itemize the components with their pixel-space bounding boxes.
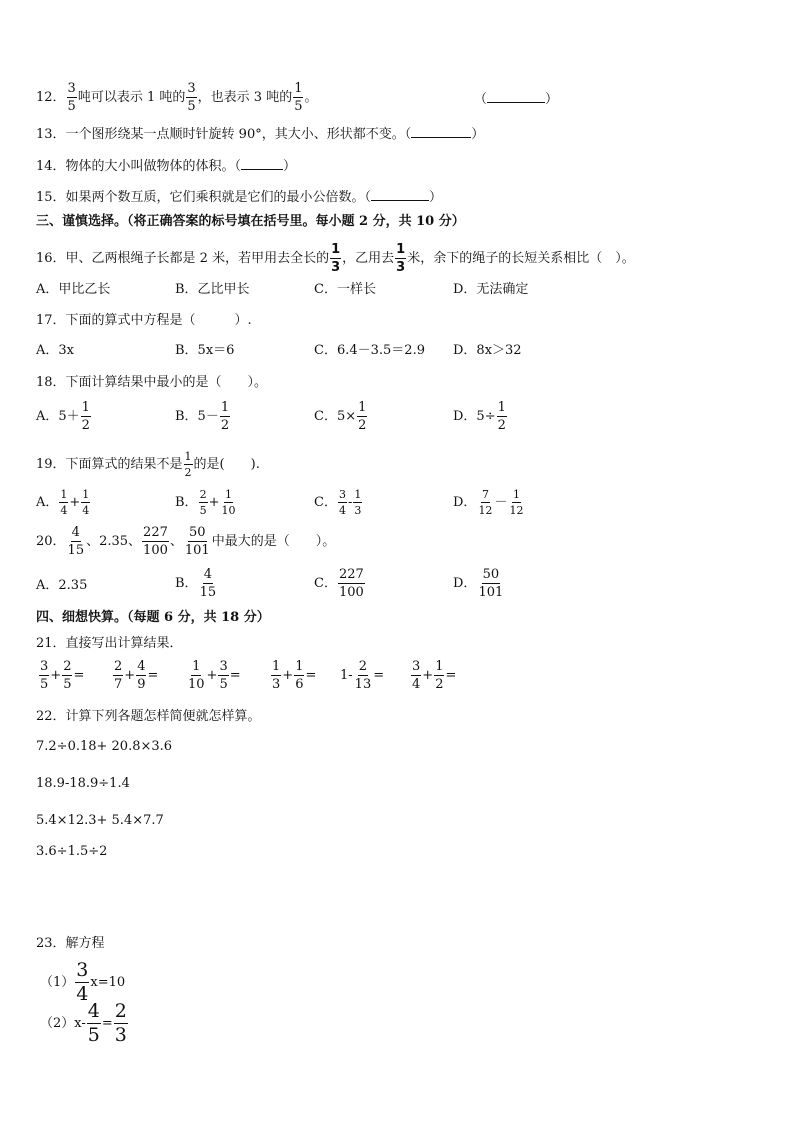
option-17-a[interactable]: A．3x <box>36 343 74 358</box>
option-20-d[interactable]: D． $\frac{50}{101}$ <box>453 567 504 600</box>
option-16-a[interactable]: A．甲比乙长 <box>36 282 111 297</box>
question-12: 12． $\frac{3}{5}$ 吨可以表示 1 吨的 $\frac{3}{5}$ ，也表示 3 吨的 $\frac{1}{5}$ 。 <box>36 81 318 114</box>
option-20-c[interactable]: C． $\frac{227}{100}$ <box>314 567 364 600</box>
section-heading-3: 三、谨慎选择。（将正确答案的标号填在括号里。每小题 2 分，共 10 分） <box>36 214 465 229</box>
option-17-c[interactable]: C．6.4－3.5＝2.9 <box>314 343 425 358</box>
question-16: 16．甲、乙两根绳子长都是 2 米，若甲用去全长的 $\frac{1}{3}$ ，乙用去 $\frac{1}{3}$ 米，余下的绳子的长短关系相比（ ）。 <box>36 242 635 275</box>
question-23: 23．解方程 <box>36 936 105 951</box>
problem-22-3: 5.4×12.3+ 5.4×7.7 <box>36 813 164 828</box>
question-21: 21．直接写出计算结果． <box>36 636 183 651</box>
option-18-d[interactable]: D．5÷ $\frac{1}{2}$ <box>453 400 506 433</box>
equation-23-2: （2）x- $\frac{4}{5}$ = $\frac{2}{3}$ <box>40 1000 127 1046</box>
expr-21-2: $\frac{2}{7}$ + $\frac{4}{9}$ = <box>114 659 159 692</box>
expr-21-5: 1- $\frac{2}{13}$ = <box>340 659 385 692</box>
option-18-c[interactable]: C．5× $\frac{1}{2}$ <box>314 400 367 433</box>
question-19: 19．下面算式的结果不是 $\frac{1}{2}$ 的是( ). <box>36 450 260 479</box>
problem-22-4: 3.6÷1.5÷2 <box>36 844 108 859</box>
option-20-b[interactable]: B． $\frac{4}{15}$ <box>175 567 217 600</box>
option-18-b[interactable]: B．5－ $\frac{1}{2}$ <box>175 400 230 433</box>
expr-21-3: $\frac{1}{10}$ + $\frac{3}{5}$ = <box>188 659 241 692</box>
section-heading-4: 四、细想快算。（每题 6 分，共 18 分） <box>36 610 270 625</box>
option-19-d[interactable]: D． $\frac{7}{12}$ － $\frac{1}{12}$ <box>453 488 524 517</box>
expr-21-1: $\frac{3}{5}$ + $\frac{2}{5}$ = <box>40 659 85 692</box>
question-14: 14．物体的大小叫做物体的体积。（ ） <box>36 159 297 174</box>
question-17: 17．下面的算式中方程是（ ）. <box>36 313 252 328</box>
problem-22-1: 7.2÷0.18+ 20.8×3.6 <box>36 739 173 754</box>
question-18: 18．下面计算结果中最小的是（ ）。 <box>36 375 268 390</box>
fraction: $\frac{1}{2}$ <box>220 400 230 433</box>
fraction: $\frac{1}{2}$ <box>81 400 90 433</box>
option-18-a[interactable]: A．5＋ $\frac{1}{2}$ <box>36 400 90 433</box>
question-20: 20． $\frac{4}{15}$ 、2.35、 $\frac{227}{100}$ 、 $\frac{50}{101}$ 中最大的是（ ）。 <box>36 525 336 558</box>
answer-blank-13[interactable] <box>411 126 471 138</box>
answer-blank-15[interactable] <box>371 189 429 201</box>
option-16-b[interactable]: B．乙比甲长 <box>175 282 250 297</box>
fraction: $\frac{1}{2}$ <box>358 400 367 433</box>
option-16-d[interactable]: D．无法确定 <box>453 282 529 297</box>
question-15: 15．如果两个数互质，它们乘积就是它们的最小公倍数。（ ） <box>36 190 443 205</box>
answer-blank-14[interactable] <box>241 158 283 170</box>
option-17-d[interactable]: D．8x＞32 <box>453 343 522 358</box>
fraction: $\frac{3}{5}$ <box>187 81 196 114</box>
question-13: 13．一个图形绕某一点顺时针旋转 90°，其大小、形状都不变。（ ） <box>36 127 485 142</box>
problem-22-2: 18.9-18.9÷1.4 <box>36 776 130 791</box>
fraction: $\frac{1}{3}$ <box>331 242 341 275</box>
expr-21-6: $\frac{3}{4}$ + $\frac{1}{2}$ = <box>412 659 457 692</box>
option-19-b[interactable]: B． $\frac{2}{5}$ + $\frac{1}{10}$ <box>175 488 236 517</box>
fraction: $\frac{1}{2}$ <box>184 450 192 479</box>
fraction: $\frac{3}{5}$ <box>67 81 76 114</box>
option-17-b[interactable]: B．5x＝6 <box>175 343 235 358</box>
option-19-c[interactable]: C． $\frac{3}{4}$ - $\frac{1}{3}$ <box>314 488 362 517</box>
fraction: $\frac{1}{5}$ <box>294 81 303 114</box>
equation-23-1: （1） $\frac{3}{4}$ x=10 <box>40 959 126 1005</box>
option-16-c[interactable]: C．一样长 <box>314 282 376 297</box>
expr-21-4: $\frac{1}{3}$ + $\frac{1}{6}$ = <box>272 659 317 692</box>
option-20-a[interactable]: A．2.35 <box>36 578 88 593</box>
fraction: $\frac{1}{2}$ <box>497 400 506 433</box>
question-22: 22．计算下列各题怎样简便就怎样算。 <box>36 709 261 724</box>
fraction: $\frac{1}{3}$ <box>396 242 406 275</box>
option-19-a[interactable]: A． $\frac{1}{4}$ + $\frac{1}{4}$ <box>36 488 90 517</box>
answer-blank-12[interactable]: （ ） <box>474 92 559 107</box>
